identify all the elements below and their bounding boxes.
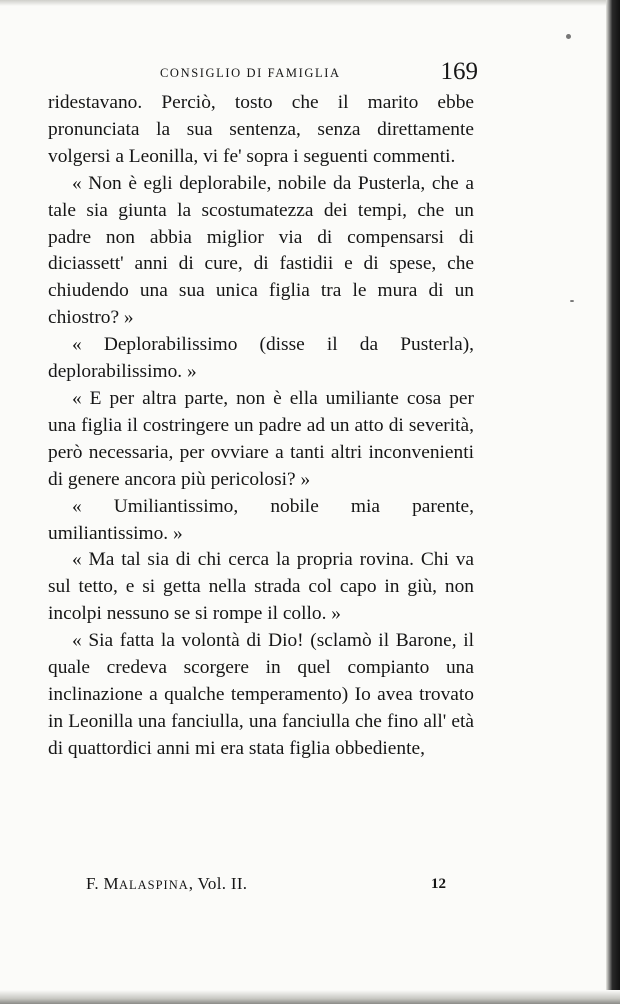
- page-footer: [86, 874, 446, 900]
- paragraph: « Ma tal sia di chi cerca la propria rovina. Chi va sul tetto, e si getta nella strada col capo in giù, non incolpi nessuno se si rompe il collo. »: [48, 549, 474, 625]
- paragraph: ridestavano. Perciò, tosto che il marito ebbe pronunciata la sua sentenza, senza direttamente volgersi a Leonilla, vi fe' sopra i seguenti commenti.: [48, 92, 474, 167]
- signature-initial: F.: [86, 874, 99, 893]
- signature-volume: , Vol. II.: [188, 874, 248, 893]
- paragraph: « Non è egli deplorabile, nobile da Pusterla, che a tale sia giunta la scostumatezza dei tempi, che un padre non abbia miglior via di compensarsi di diciassett' anni di cure, di fastidii e di spese, che chiudendo una sua unica figlia tra le mura di un chiostro? »: [48, 172, 474, 329]
- paragraph: « Sia fatta la volontà di Dio! (sclamò il Barone, il quale credeva scorgere in quel compianto una inclinazione a qualche temperamento) Io avea trovato in Leonilla una fanciulla, una fanciulla che fino all' età di quattordici anni mi era stata figlia obbediente,: [48, 630, 474, 759]
- running-head: CONSIGLIO DI FAMIGLIA: [160, 66, 341, 80]
- scan-bottom-edge: [0, 990, 620, 1004]
- gathering-mark: 12: [431, 876, 446, 892]
- signature-author-rest: ALASPINA: [118, 878, 189, 892]
- scan-top-edge: [0, 0, 620, 6]
- signature-line: [86, 874, 247, 894]
- body-text: [48, 90, 474, 763]
- page-header: [48, 58, 478, 94]
- ink-speck: [570, 300, 574, 302]
- ink-speck: [566, 34, 571, 39]
- paragraph: « Umiliantissimo, nobile mia parente, umiliantissimo. »: [48, 495, 474, 544]
- signature-author-first: M: [103, 874, 119, 893]
- paragraph: « E per altra parte, non è ella umiliante cosa per una figlia il costringere un padre ad un atto di severità, però necessaria, per ovviare a tanti altri inconvenienti di genere ancora più pericolosi? »: [48, 387, 474, 490]
- scan-right-edge: [606, 0, 620, 1004]
- paragraph: « Deplorabilissimo (disse il da Pusterla), deplorabilissimo. »: [48, 334, 474, 383]
- page-number: 169: [440, 58, 478, 85]
